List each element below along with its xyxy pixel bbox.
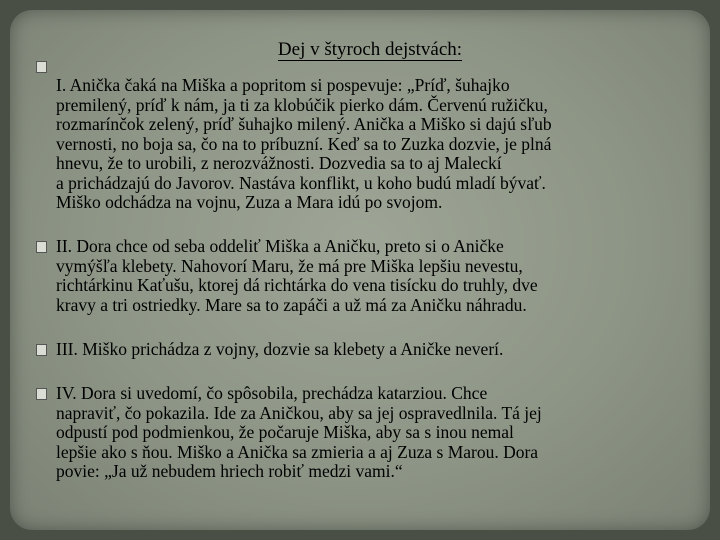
bullet-icon (36, 344, 47, 356)
bullet-icon (36, 241, 47, 253)
list-item-act-3 (38, 340, 690, 360)
slide-title: Dej v štyroch dejstvách: (277, 39, 463, 60)
bullet-icon (36, 61, 47, 73)
list-item-text: IV. Dora si uvedomí, čo spôsobila, prechádza katarziou. Chce napraviť, čo pokazila. Ide za Aničkou, aby sa jej ospravedlnila. Tá jej odpustí pod podmienkou, že počaruje Miška, aby sa s inou nemal lepšie ako s ňou. Miško a Anička sa zmieria a aj Zuza s Marou. Dora povie: „Ja už nebudem hriech robiť medzi vami.“ (56, 383, 542, 481)
list-item-act-2 (38, 237, 690, 315)
bullet-icon (36, 388, 47, 400)
list-item-text: I. Anička čaká na Miška a popritom si pospevuje: „Príď, šuhajko premilený, príď k nám, ja ti za klobúčik pierko dám. Červenú ružičku, rozmarínčok zelený, príď šuhajko milený. Anička a Miško si dajú sľub vernosti, no boja sa, čo na to príbuzní. Keď sa to Zuzka dozvie, je plná hnevu, že to urobili, z nerozvážnosti. Dozvedia sa to aj Maleckí a prichádzajú do Javorov. Nastáva konflikt, u koho budú mladí bývať. Miško odchádza na vojnu, Zuza a Mara idú po svojom. (56, 75, 552, 212)
list-item-text: II. Dora chce od seba oddeliť Miška a Aničku, preto si o Aničke vymýšľa klebety. Nahovorí Maru, že má pre Miška lepšiu nevestu, richtárkinu Kaťušu, ktorej dá richtárka do vena tisícku do truhly, dve kravy a tri ostriedky. Mare sa to zapáči a už má za Aničku náhradu. (56, 236, 538, 315)
list-item-text: III. Miško prichádza z vojny, dozvie sa klebety a Aničke neverí. (56, 339, 504, 359)
list-item-act-1 (38, 56, 690, 213)
list-item-act-4 (38, 384, 690, 482)
